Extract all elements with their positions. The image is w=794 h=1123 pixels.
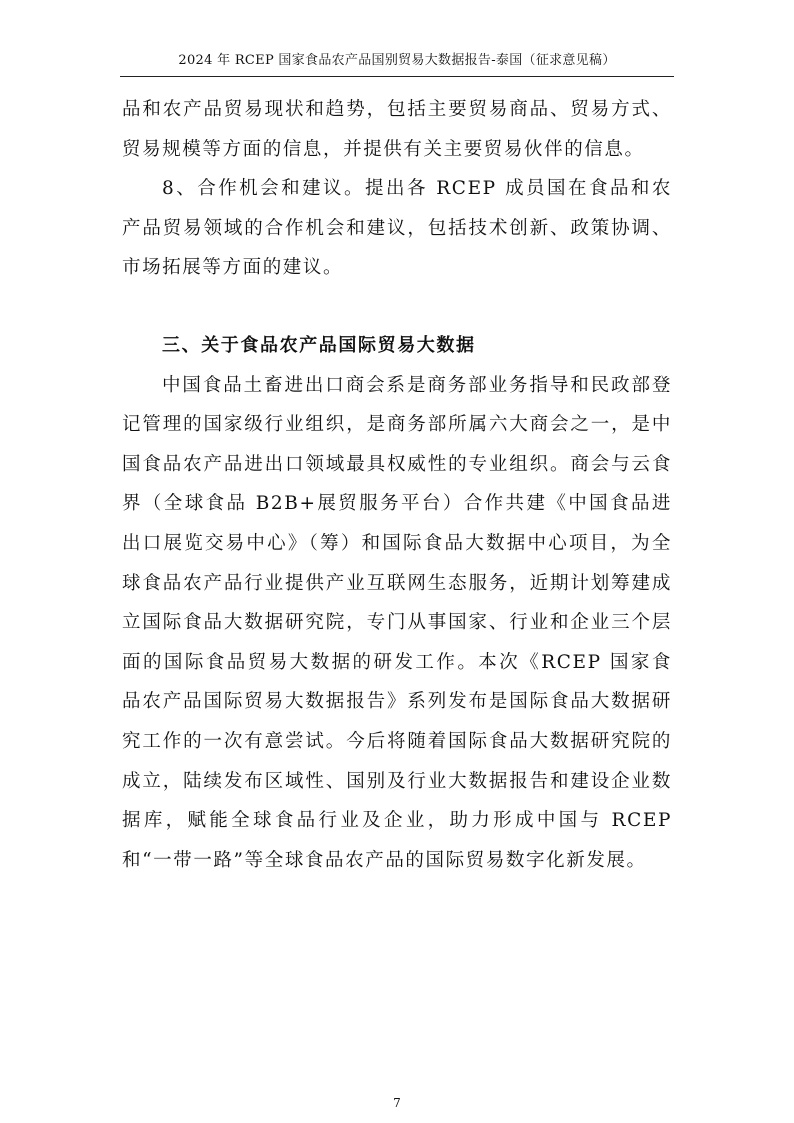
section-gap: [122, 288, 672, 326]
header-rule: [120, 76, 674, 77]
section-heading: 三、关于食品农产品国际贸易大数据: [162, 334, 476, 356]
running-header: 2024 年 RCEP 国家食品农产品国别贸易大数据报告-泰国（征求意见稿）: [178, 53, 616, 68]
page-number: 7: [393, 1096, 401, 1110]
document-body: [122, 90, 672, 880]
paragraph-item-8: 8、合作机会和建议。提出各 RCEP 成员国在食品和农产品贸易领域的合作机会和建议，包括技术创新、政策协调、市场拓展等方面的建议。: [122, 178, 672, 279]
section-paragraph: 中国食品土畜进出口商会系是商务部业务指导和民政部登记管理的国家级行业组织，是商务部所属六大商会之一，是中国食品农产品进出口领域最具权威性的专业组织。商会与云食界（全球食品 B2B+展贸服务平台）合作共建《中国食品进出口展览交易中心》（筹）和国际食品大数据中心项目，为全球食品农产品行业提供产业互联网生态服务，近期计划筹建成立国际食品大数据研究院，专门从事国家、行业和企业三个层面的国际食品贸易大数据的研发工作。本次《RCEP 国家食品农产品国际贸易大数据报告》系列发布是国际食品大数据研究工作的一次有意尝试。今后将随着国际食品大数据研究院的成立，陆续发布区域性、国别及行业大数据报告和建设企业数据库，赋能全球食品行业及企业，助力形成中国与 RCEP 和“一带一路”等全球食品农产品的国际贸易数字化新发展。: [122, 374, 672, 871]
paragraph-continued: 品和农产品贸易现状和趋势，包括主要贸易商品、贸易方式、贸易规模等方面的信息，并提供有关主要贸易伙伴的信息。: [122, 99, 672, 160]
